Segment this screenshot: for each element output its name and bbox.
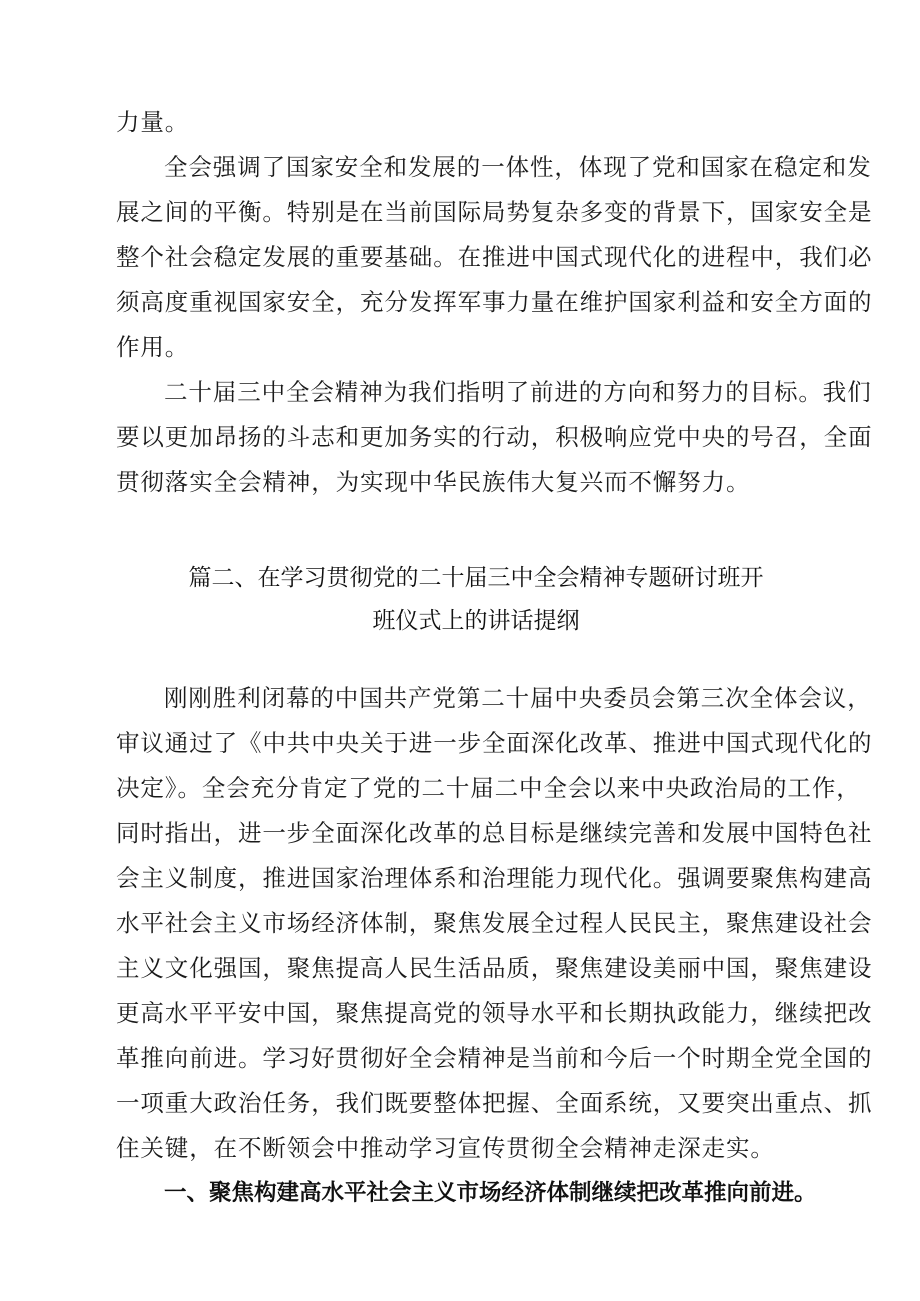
document-page [116,100,873,1216]
text-line: 审议通过了《中共中央关于进一步全面深化改革、推进中国式现代化的 [116,729,873,757]
title-gap [116,643,836,676]
text-line: 同时指出，进一步全面深化改革的总目标是继续完善和发展中国特色社 [116,819,873,847]
section-gap [116,505,836,557]
paragraph-national-security [116,145,873,370]
paragraph-plenary-spirit [116,370,873,505]
text-line: 整个社会稳定发展的重要基础。在推进中国式现代化的进程中，我们必 [116,243,873,271]
section-title [116,557,836,643]
text-line: 决定》。全会充分肯定了党的二十届二中全会以来中央政治局的工作， [116,774,861,802]
text-line: 革推向前进。学习好贯彻好全会精神是当前和今后一个时期全党全国的 [116,1044,873,1072]
text-line: 力量。 [116,108,190,136]
section-title-line: 篇二、在学习贯彻党的二十届三中全会精神专题研讨班开 [188,565,764,591]
text-line: 须高度重视国家安全，充分发挥军事力量在维护国家利益和安全方面的 [116,288,873,316]
text-line: 会主义制度，推进国家治理体系和治理能力现代化。强调要聚焦构建高 [116,864,873,892]
text-line: 贯彻落实全会精神，为实现中华民族伟大复兴而不懈努力。 [116,468,751,496]
text-line: 更高水平平安中国，聚焦提高党的领导水平和长期执政能力，继续把改 [116,999,873,1027]
text-line: 水平社会主义市场经济体制，聚焦发展全过程人民民主，聚焦建设社会 [116,909,873,937]
paragraph-continuation [116,100,836,145]
text-line: 主义文化强国，聚焦提高人民生活品质，聚焦建设美丽中国，聚焦建设 [116,954,873,982]
text-line: 全会强调了国家安全和发展的一体性，体现了党和国家在稳定和发 [164,153,872,181]
text-line: 二十届三中全会精神为我们指明了前进的方向和努力的目标。我们 [164,378,872,406]
text-line: 刚刚胜利闭幕的中国共产党第二十届中央委员会第三次全体会议， [164,684,872,712]
section-title-line: 班仪式上的讲话提纲 [372,608,580,634]
text-line: 住关键，在不断领会中推动学习宣传贯彻全会精神走深走实。 [116,1134,775,1162]
subheading: 一、聚焦构建高水平社会主义市场经济体制继续把改革推向前进。 [164,1180,817,1206]
text-line: 展之间的平衡。特别是在当前国际局势复杂多变的背景下，国家安全是 [116,198,873,226]
text-line: 要以更加昂扬的斗志和更加务实的行动，积极响应党中央的号召，全面 [116,423,873,451]
text-line: 一项重大政治任务，我们既要整体把握、全面系统，又要突出重点、抓 [116,1089,873,1117]
paragraph-plenary-summary [116,676,873,1171]
text-line: 作用。 [116,333,190,361]
